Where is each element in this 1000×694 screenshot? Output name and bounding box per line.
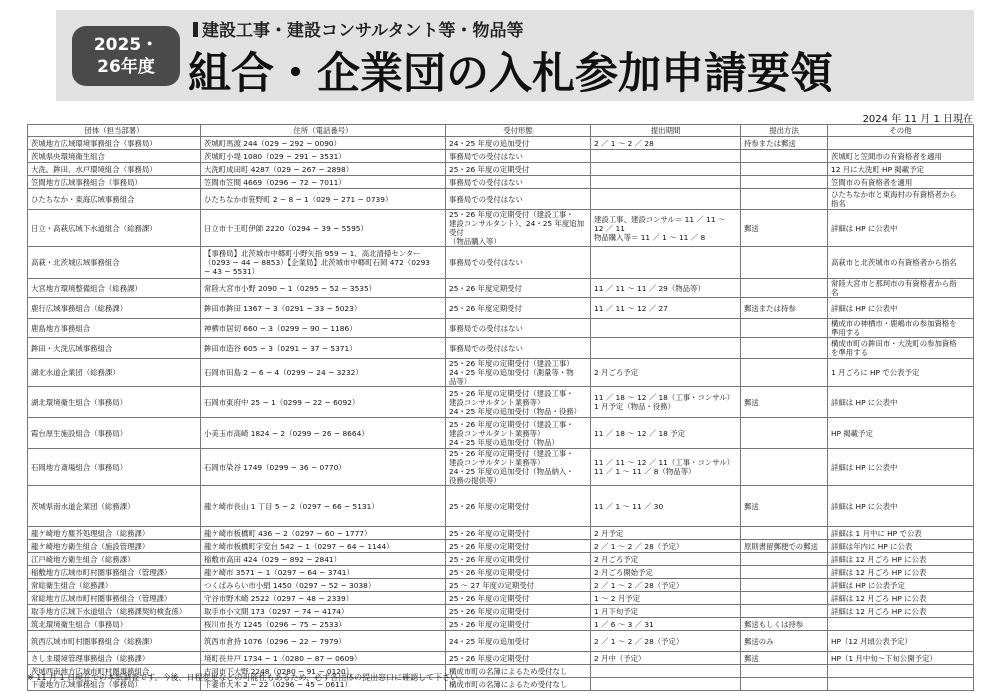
notes-cell: 高萩市と北茨城市の有資格者から指名	[828, 247, 974, 279]
submission-period-cell	[591, 163, 741, 176]
table-row	[28, 652, 974, 665]
table-row	[28, 163, 974, 176]
notes-cell: 1 月ごろに HP で公表予定	[828, 359, 974, 387]
submission-period-cell	[591, 319, 741, 338]
reception-type-cell: 事務局での受付はない	[446, 150, 591, 163]
fiscal-year-badge	[72, 26, 180, 86]
address-cell: 鉾田市鉾田 1367 − 3（0291 − 33 − 5023）	[201, 298, 446, 319]
submission-period-cell: 11 ／ 1 〜 11 ／ 30	[591, 486, 741, 527]
submission-method-cell: 郵送のみ	[741, 631, 828, 652]
reception-type-cell: 25・26 年度の定期受付	[446, 553, 591, 566]
table-row	[28, 338, 974, 359]
submission-period-cell: 1 ／ 6 〜 3 ／ 31	[591, 618, 741, 631]
submission-method-cell: 郵送または持参	[741, 298, 828, 319]
footnote: ※ 11 月 1 日現在での本紙調査です。今後、日程変更などの可能性もあるため、必ず各団体の提出窓口に確認して下さい。	[27, 673, 467, 682]
submission-method-cell	[741, 163, 828, 176]
column-header: 住所（電話番号）	[201, 125, 446, 137]
table-row	[28, 449, 974, 486]
page-subtitle	[193, 16, 523, 41]
notes-cell: 構成市の神栖市・鹿嶋市の参加資格を 準用する	[828, 319, 974, 338]
reception-type-cell: 25 〜 27 年度の定期受付	[446, 579, 591, 592]
organization-cell: 龍ケ崎地方塵芥処理組合（総務課）	[28, 527, 201, 540]
column-header: その他	[828, 125, 974, 137]
table-row	[28, 618, 974, 631]
submission-method-cell	[741, 247, 828, 279]
submission-period-cell: 11 ／ 18 〜 12 ／ 18 予定	[591, 418, 741, 449]
notes-cell: 詳細は 1 月中に HP で公表	[828, 527, 974, 540]
submission-period-cell: 11 ／ 18 〜 12 ／ 18（工事・コンサル） 1 月予定（物品・役務）	[591, 387, 741, 418]
organization-cell: 取手地方広域下水道組合（総務課契約検査係）	[28, 605, 201, 618]
subtitle-bar-icon	[193, 22, 198, 37]
submission-method-cell: 郵送もしくは持参	[741, 618, 828, 631]
notes-cell: HP（12 月頃公表予定）	[828, 631, 974, 652]
table-row	[28, 553, 974, 566]
address-cell: 取手市小文間 173（0297 − 74 − 4174）	[201, 605, 446, 618]
table-row	[28, 592, 974, 605]
table-row	[28, 279, 974, 298]
submission-method-cell	[741, 359, 828, 387]
notes-cell: 詳細は HP に公表中	[828, 298, 974, 319]
address-cell: 龍ケ崎市長山 1 丁目 5 − 2（0297 − 66 − 5131）	[201, 486, 446, 527]
table-row	[28, 298, 974, 319]
address-cell: 守谷市野木崎 2522（0297 − 48 − 2339）	[201, 592, 446, 605]
address-cell: 常陸大宮市小野 2090 − 1（0295 − 52 − 3535）	[201, 279, 446, 298]
address-cell: 龍ケ崎市 3571 − 1（0297 − 64 − 3741）	[201, 566, 446, 579]
reception-type-cell: 25・26 年度の定期受付	[446, 566, 591, 579]
table-row	[28, 631, 974, 652]
organization-cell: 湖北環境衛生組合（事務局）	[28, 387, 201, 418]
reception-type-cell: 構成市町の名簿によるため受付なし	[446, 665, 591, 678]
notes-cell: 詳細は年内に HP に公表	[828, 540, 974, 553]
submission-method-cell	[741, 527, 828, 540]
organization-cell: 稲敷地方広域市町村圏事務組合（管理課）	[28, 566, 201, 579]
submission-method-cell	[741, 566, 828, 579]
column-header: 提出期間	[591, 125, 741, 137]
table-row	[28, 247, 974, 279]
notes-cell: 詳細は HP に公表中	[828, 387, 974, 418]
submission-period-cell: 11 ／ 11 〜 12 ／ 27	[591, 298, 741, 319]
address-cell: 筑西市倉持 1076（0296 − 22 − 7979）	[201, 631, 446, 652]
submission-method-cell	[741, 579, 828, 592]
address-cell: 龍ケ崎市板橋町字安台 542 − 1（0297 − 64 − 1144）	[201, 540, 446, 553]
reception-type-cell: 25・26 年度の定期受付	[446, 592, 591, 605]
reception-type-cell: 25・26 年度の定期受付（建設工事） 24・25 年度の追加受付（測量等・物 品等）	[446, 359, 591, 387]
submission-period-cell: 2 月中（予定）	[591, 652, 741, 665]
reception-type-cell: 24・25 年度の追加受付	[446, 137, 591, 150]
organization-cell: 石岡地方斎場組合（事務局）	[28, 449, 201, 486]
reception-type-cell: 事務局での受付はない	[446, 338, 591, 359]
submission-method-cell	[741, 319, 828, 338]
address-cell: 小美玉市高崎 1824 − 2（0299 − 26 − 8664）	[201, 418, 446, 449]
table-row	[28, 150, 974, 163]
notes-cell: 詳細は 12 月ごろ HP に公表	[828, 592, 974, 605]
organization-cell: 下妻地方広域事務組合（事務局）	[28, 678, 201, 691]
reception-type-cell: 25・26 年度の定期受付（建設工事・ 建設コンサルタント業務等） 24・25 年度の追加受付（物品・役務）	[446, 387, 591, 418]
notes-cell	[828, 137, 974, 150]
submission-method-cell	[741, 150, 828, 163]
submission-method-cell	[741, 449, 828, 486]
submission-period-cell: 2 月ごろ予定	[591, 553, 741, 566]
submission-method-cell	[741, 678, 828, 691]
reception-type-cell: 25・26 年度定期受付	[446, 279, 591, 298]
table-row	[28, 387, 974, 418]
table-body	[28, 137, 974, 691]
organization-cell: 茨城西南地方広域市町村圏事務組合	[28, 665, 201, 678]
notes-cell: 笠間市の有資格者を適用	[828, 176, 974, 189]
submission-period-cell: 1 〜 2 月予定	[591, 592, 741, 605]
submission-period-cell	[591, 247, 741, 279]
address-cell: 桜川市長方 1245（0296 − 75 − 2533）	[201, 618, 446, 631]
table-row	[28, 579, 974, 592]
organization-cell: 大洗、鉾田、水戸環境組合（事務局）	[28, 163, 201, 176]
table-row	[28, 418, 974, 449]
organization-cell: さしま環境管理事務組合（総務課）	[28, 652, 201, 665]
reception-type-cell: 事務局での受付はない	[446, 189, 591, 210]
organization-cell: 湖北水道企業団（総務課）	[28, 359, 201, 387]
table-header-row	[28, 125, 974, 137]
notes-cell: HP（1 月中旬〜下旬公開予定）	[828, 652, 974, 665]
page-title: 組合・企業団の入札参加申請要領	[188, 49, 833, 99]
submission-period-cell: 1 月下旬予定	[591, 605, 741, 618]
submission-period-cell: 建設工事、建設コンサル＝ 11 ／ 11 〜 12 ／ 11 物品購入等＝ 11 ／ 1 〜 11 ／ 8	[591, 210, 741, 247]
submission-method-cell	[741, 338, 828, 359]
column-header: 提出方法	[741, 125, 828, 137]
address-cell: つくばみらい市小絹 1450（0297 − 52 − 3038）	[201, 579, 446, 592]
notes-cell: 詳細は HP に公表予定	[828, 579, 974, 592]
notes-cell: 12 月に大洗町 HP 掲載予定	[828, 163, 974, 176]
organization-cell: 茨城県南水道企業団（総務課）	[28, 486, 201, 527]
reception-type-cell: 25・26 年度の定期受付（建設工事・ 建設コンサルタント業務等） 24・25 年度の追加受付（物品納入・ 役務の提供等）	[446, 449, 591, 486]
table-row	[28, 527, 974, 540]
submission-method-cell	[741, 279, 828, 298]
as-of-date: 2024 年 11 月 1 日現在	[862, 114, 973, 125]
table-row	[28, 540, 974, 553]
year-badge-line1: 2025・	[93, 35, 159, 55]
submission-period-cell	[591, 678, 741, 691]
organization-cell: 龍ケ崎地方衛生組合（施設管理課）	[28, 540, 201, 553]
organization-cell: 笠間地方広域事務組合（事務局）	[28, 176, 201, 189]
submission-period-cell	[591, 150, 741, 163]
submission-method-cell: 郵送	[741, 210, 828, 247]
submission-method-cell: 郵送	[741, 486, 828, 527]
reception-type-cell: 25・26 年度の定期受付	[446, 618, 591, 631]
table-row	[28, 486, 974, 527]
address-cell: 石岡市東府中 25 − 1（0299 − 22 − 6092）	[201, 387, 446, 418]
submission-period-cell	[591, 665, 741, 678]
submission-method-cell: 郵送	[741, 387, 828, 418]
organization-cell: 霞台厚生施設組合（事務局）	[28, 418, 201, 449]
organization-cell: 常総地方広域市町村圏事務組合（管理課）	[28, 592, 201, 605]
organization-cell: 常総衛生組合（総務課）	[28, 579, 201, 592]
address-cell: 石岡市染谷 1749（0299 − 36 − 0770）	[201, 449, 446, 486]
subtitle-text: 建設工事・建設コンサルタント等・物品等	[202, 21, 524, 41]
reception-type-cell: 25・26 年度の定期受付	[446, 605, 591, 618]
reception-type-cell: 事務局での受付はない	[446, 247, 591, 279]
submission-method-cell: 持参または郵送	[741, 137, 828, 150]
address-cell: 大洗町成田町 4287（029 − 267 − 2898）	[201, 163, 446, 176]
table-row	[28, 359, 974, 387]
notes-cell: 詳細は HP に公表中	[828, 210, 974, 247]
table-row	[28, 319, 974, 338]
reception-type-cell: 25・26 年度の定期受付	[446, 486, 591, 527]
address-cell: 日立市十王町伊師 2220（0294 − 39 − 5595）	[201, 210, 446, 247]
notes-cell	[828, 665, 974, 678]
organization-cell: 鉾田・大洗広域事務組合	[28, 338, 201, 359]
submission-method-cell	[741, 553, 828, 566]
submission-method-cell: 郵送	[741, 652, 828, 665]
notes-cell	[828, 678, 974, 691]
submission-period-cell: 2 ／ 1 〜 2 ／ 28（予定）	[591, 631, 741, 652]
notes-cell: ひたちなか市と東海村の有資格者から 指名	[828, 189, 974, 210]
organization-cell: 鹿島地方事務組合	[28, 319, 201, 338]
submission-period-cell: 2 ／ 1 〜 2 ／ 28	[591, 137, 741, 150]
submission-period-cell: 2 ／ 1 〜 2 ／ 28（予定）	[591, 540, 741, 553]
reception-type-cell: 事務局での受付はない	[446, 176, 591, 189]
notes-cell: 詳細は HP に公表中	[828, 486, 974, 527]
notes-cell: 詳細は HP に公表中	[828, 449, 974, 486]
submission-method-cell	[741, 189, 828, 210]
address-cell: 茨城町馬渡 244（029 − 292 − 0090）	[201, 137, 446, 150]
reception-type-cell: 25・26 年度の定期受付（建設工事・ 建設コンサルタント業務等） 24・25 年度の追加受付（物品）	[446, 418, 591, 449]
address-cell: 茨城町小堤 1080（029 − 291 − 3531）	[201, 150, 446, 163]
submission-period-cell	[591, 189, 741, 210]
organization-cell: 茨城県央環境衛生組合	[28, 150, 201, 163]
submission-method-cell: 原則書留郵便での郵送	[741, 540, 828, 553]
notes-cell: 常陸大宮市と那珂市の有資格者から指 名	[828, 279, 974, 298]
organization-cell: 大宮地方環境整備組合（総務課）	[28, 279, 201, 298]
address-cell: ひたちなか市笹野町 2 − 8 − 1（029 − 271 − 0739）	[201, 189, 446, 210]
reception-type-cell: 事務局での受付はない	[446, 319, 591, 338]
address-cell: 下妻市大木 2 − 22（0296 − 45 − 0611）	[201, 678, 446, 691]
address-cell: 【事務局】北茨城市中郷町小野矢指 959 − 1、高北清掃センター （0293 − 44 − 8853）【企業局】北茨城市中郷町石岡 472（0293 − 43 − 5531）	[201, 247, 446, 279]
submission-method-cell	[741, 605, 828, 618]
table-row	[28, 566, 974, 579]
address-cell: 稲敷市高田 424（029 − 892 − 2841）	[201, 553, 446, 566]
application-table	[27, 124, 974, 691]
submission-period-cell: 2 月ごろ予定	[591, 359, 741, 387]
reception-type-cell: 25・26 年度の定期受付	[446, 163, 591, 176]
submission-period-cell: 11 ／ 11 〜 11 ／ 29（物品等）	[591, 279, 741, 298]
address-cell: 笠間市笠間 4669（0296 − 72 − 7011）	[201, 176, 446, 189]
organization-cell: 鹿行広域事務組合（総務課）	[28, 298, 201, 319]
notes-cell: HP 掲載予定	[828, 418, 974, 449]
reception-type-cell: 25・26 年度の定期受付	[446, 527, 591, 540]
organization-cell: 江戸崎地方衛生組合（総務課）	[28, 553, 201, 566]
reception-type-cell: 25・26 年度の定期受付	[446, 652, 591, 665]
notes-cell	[828, 618, 974, 631]
table-row	[28, 137, 974, 150]
table-row	[28, 189, 974, 210]
submission-period-cell	[591, 176, 741, 189]
notes-cell: 詳細は 12 月ごろ HP に公表	[828, 566, 974, 579]
submission-period-cell: 2 ／ 1 〜 2 ／ 28（予定）	[591, 579, 741, 592]
submission-period-cell: 2 月予定	[591, 527, 741, 540]
submission-period-cell: 2 月ごろ開始予定	[591, 566, 741, 579]
submission-method-cell	[741, 665, 828, 678]
column-header: 受付形態	[446, 125, 591, 137]
submission-method-cell	[741, 176, 828, 189]
address-cell: 石岡市田島 2 − 6 − 4（0299 − 24 − 3232）	[201, 359, 446, 387]
submission-period-cell	[591, 338, 741, 359]
submission-period-cell: 11 ／ 11 〜 12 ／ 11（工事・コンサル） 11 ／ 1 〜 11 ／ 8（物品等）	[591, 449, 741, 486]
address-cell: 境町長井戸 1734 − 1（0280 − 87 − 0609）	[201, 652, 446, 665]
reception-type-cell: 25・26 年度定期受付	[446, 298, 591, 319]
address-cell: 龍ケ崎市板橋町 436 − 2（0297 − 60 − 1777）	[201, 527, 446, 540]
organization-cell: 筑西広域市町村圏事務組合（総務課）	[28, 631, 201, 652]
organization-cell: ひたちなか・東海広域事務組合	[28, 189, 201, 210]
notes-cell: 茨城町と笠間市の有資格者を適用	[828, 150, 974, 163]
address-cell: 古河市下大野 2248（0280 − 91 − 0120）	[201, 665, 446, 678]
year-badge-line2: 26年度	[97, 57, 155, 77]
organization-cell: 日立・高萩広域下水道組合（総務課）	[28, 210, 201, 247]
notes-cell: 詳細は 12 月ごろ HP に公表	[828, 553, 974, 566]
column-header: 団体（担当部署）	[28, 125, 201, 137]
reception-type-cell: 構成市町の名簿によるため受付なし	[446, 678, 591, 691]
table-row	[28, 210, 974, 247]
notes-cell: 詳細は 12 月ごろ HP に公表	[828, 605, 974, 618]
address-cell: 鉾田市造谷 605 − 3（0291 − 37 − 5371）	[201, 338, 446, 359]
submission-method-cell	[741, 418, 828, 449]
notes-cell: 構成市町の鉾田市・大洗町の参加資格 を準用する	[828, 338, 974, 359]
table-row	[28, 176, 974, 189]
reception-type-cell: 25・26 年度の定期受付	[446, 540, 591, 553]
submission-method-cell	[741, 592, 828, 605]
reception-type-cell: 25・26 年度の定期受付（建設工事・ 建設コンサルタント）、24・25 年度追加受付 （物品購入等）	[446, 210, 591, 247]
organization-cell: 筑北環境衛生組合（事務局）	[28, 618, 201, 631]
reception-type-cell: 24・25 年度の追加受付	[446, 631, 591, 652]
address-cell: 神栖市居切 660 − 3（0299 − 90 − 1186）	[201, 319, 446, 338]
organization-cell: 高萩・北茨城広域事務組合	[28, 247, 201, 279]
table-row	[28, 605, 974, 618]
organization-cell: 茨城地方広域環境事務組合（事務局）	[28, 137, 201, 150]
